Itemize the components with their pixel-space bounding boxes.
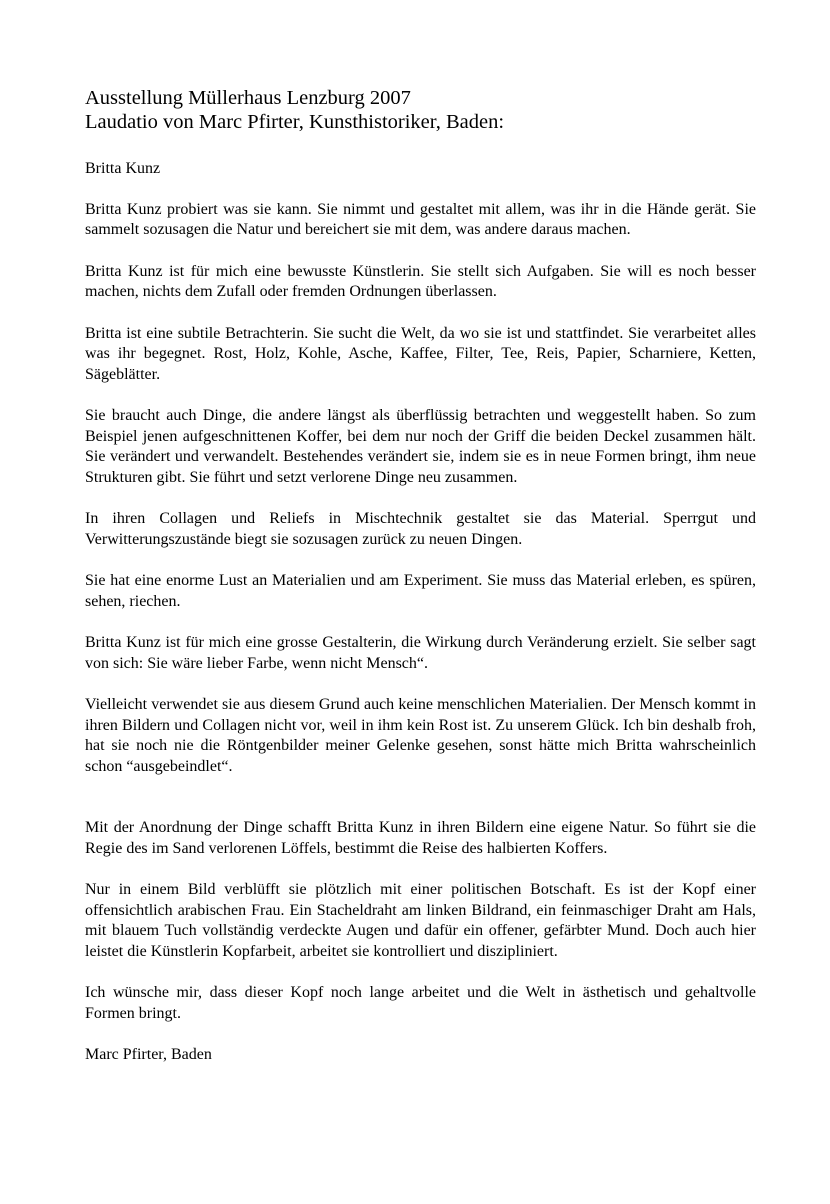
paragraph: Britta Kunz probiert was sie kann. Sie nimmt und gestaltet mit allem, was ihr in die Hände gerät. Sie sammelt sozusagen die Natur und bereichert sie mit dem, was andere daraus machen. xyxy=(85,200,756,238)
paragraph: Sie hat eine enorme Lust an Materialien und am Experiment. Sie muss das Material erleben, es spüren, sehen, riechen. xyxy=(85,572,756,610)
artist-name: Britta Kunz xyxy=(85,160,161,177)
document-page xyxy=(85,86,756,1087)
paragraph: Britta Kunz ist für mich eine bewusste Künstlerin. Sie stellt sich Aufgaben. Sie will es noch besser machen, nichts dem Zufall oder fremden Ordnungen überlassen. xyxy=(85,262,756,300)
document-heading xyxy=(85,86,756,134)
paragraph: Britta Kunz ist für mich eine grosse Gestalterin, die Wirkung durch Veränderung erzielt. Sie selber sagt von sich: Sie wäre lieber Farbe, wenn nicht Mensch“. xyxy=(85,634,756,672)
exhibition-title: Ausstellung Müllerhaus Lenzburg 2007 xyxy=(85,87,411,109)
paragraph: Vielleicht verwendet sie aus diesem Grund auch keine menschlichen Materialien. Der Mensch kommt in ihren Bildern und Collagen nicht vor, weil in ihm kein Rost ist. Zu unserem Glück. Ich bin deshalb froh, hat sie noch nie die Röntgenbilder meiner Gelenke gesehen, sonst hätte mich Britta wahrscheinlich schon “ausgebeindlet“. xyxy=(85,696,756,775)
paragraph: Sie braucht auch Dinge, die andere längst als überflüssig betrachten und weggestellt haben. So zum Beispiel jenen aufgeschnittenen Koffer, bei dem nur noch der Griff die beiden Deckel zusammen hält. Sie verändert und verwandelt. Bestehendes verändert sie, indem sie es in neue Formen bringt, ihm neue Strukturen gibt. Sie führt und setzt verlorene Dinge neu zusammen. xyxy=(85,407,756,486)
signature: Marc Pfirter, Baden xyxy=(85,1046,212,1063)
paragraph: Nur in einem Bild verblüfft sie plötzlich mit einer politischen Botschaft. Es ist der Kopf einer offensichtlich arabischen Frau. Ein Stacheldraht am linken Bildrand, ein feinmaschiger Draht am Hals, mit blauem Tuch vollständig verdeckte Augen und dafür ein offener, gefärbter Mund. Doch auch hier leistet die Künstlerin Kopfarbeit, arbeitet sie kontrolliert und diszipliniert. xyxy=(85,881,756,960)
paragraph: Ich wünsche mir, dass dieser Kopf noch lange arbeitet und die Welt in ästhetisch und gehaltvolle Formen bringt. xyxy=(85,984,756,1022)
paragraph: Mit der Anordnung der Dinge schafft Britta Kunz in ihren Bildern eine eigene Natur. So führt sie die Regie des im Sand verlorenen Löffels, bestimmt die Reise des halbierten Koffers. xyxy=(85,819,756,857)
paragraph: Britta ist eine subtile Betrachterin. Sie sucht die Welt, da wo sie ist und stattfindet. Sie verarbeitet alles was ihr begegnet. Rost, Holz, Kohle, Asche, Kaffee, Filter, Tee, Reis, Papier, Scharniere, Ketten, Sägeblätter. xyxy=(85,324,756,383)
laudatio-author-line: Laudatio von Marc Pfirter, Kunsthistoriker, Baden: xyxy=(85,111,505,133)
paragraph: In ihren Collagen und Reliefs in Mischtechnik gestaltet sie das Material. Sperrgut und Verwitterungszustände biegt sie sozusagen zurück zu neuen Dingen. xyxy=(85,510,756,548)
